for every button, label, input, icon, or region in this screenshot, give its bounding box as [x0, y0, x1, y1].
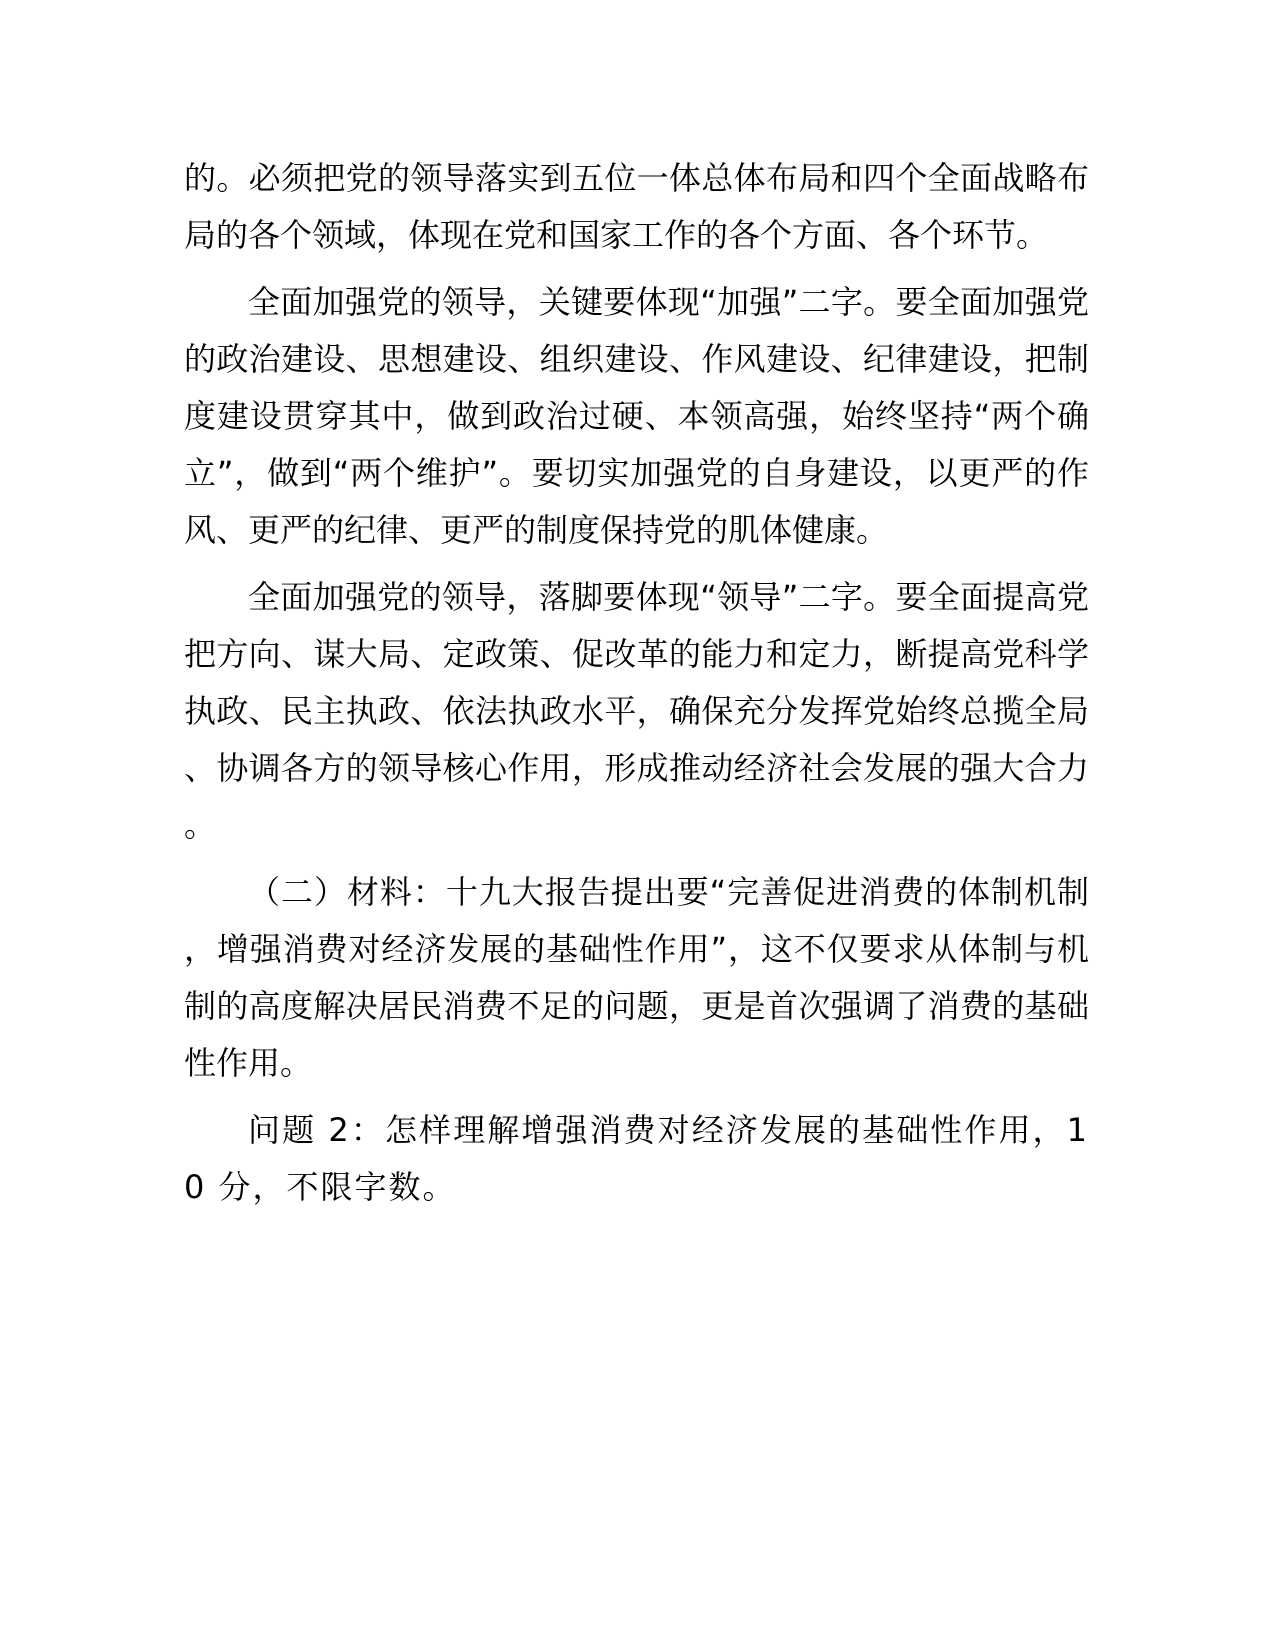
- paragraph-question: 问题 2：怎样理解增强消费对经济发展的基础性作用，10 分，不限字数。: [184, 1111, 1089, 1206]
- document-body: [184, 150, 1089, 1226]
- paragraph-material: （二）材料：十九大报告提出要“完善促进消费的体制机制，增强消费对经济发展的基础性作用”，这不仅要求从体制与机制的高度解决居民消费不足的问题，更是首次强调了消费的基础性作用。: [184, 873, 1089, 1082]
- paragraph-continuation: 的。必须把党的领导落实到五位一体总体布局和四个全面战略布局的各个领域，体现在党和国家工作的各个方面、各个环节。: [184, 159, 1089, 254]
- paragraph-strengthen: 全面加强党的领导，关键要体现“加强”二字。要全面加强党的政治建设、思想建设、组织建设、作风建设、纪律建设，把制度建设贯穿其中，做到政治过硬、本领高强，始终坚持“两个确立”，做到“两个维护”。要切实加强党的自身建设，以更严的作风、更严的纪律、更严的制度保持党的肌体健康。: [184, 283, 1089, 549]
- paragraph-leadership: 全面加强党的领导，落脚要体现“领导”二字。要全面提高党把方向、谋大局、定政策、促改革的能力和定力，断提高党科学执政、民主执政、依法执政水平，确保充分发挥党始终总揽全局、协调各方的领导核心作用，形成推动经济社会发展的强大合力。: [184, 578, 1089, 844]
